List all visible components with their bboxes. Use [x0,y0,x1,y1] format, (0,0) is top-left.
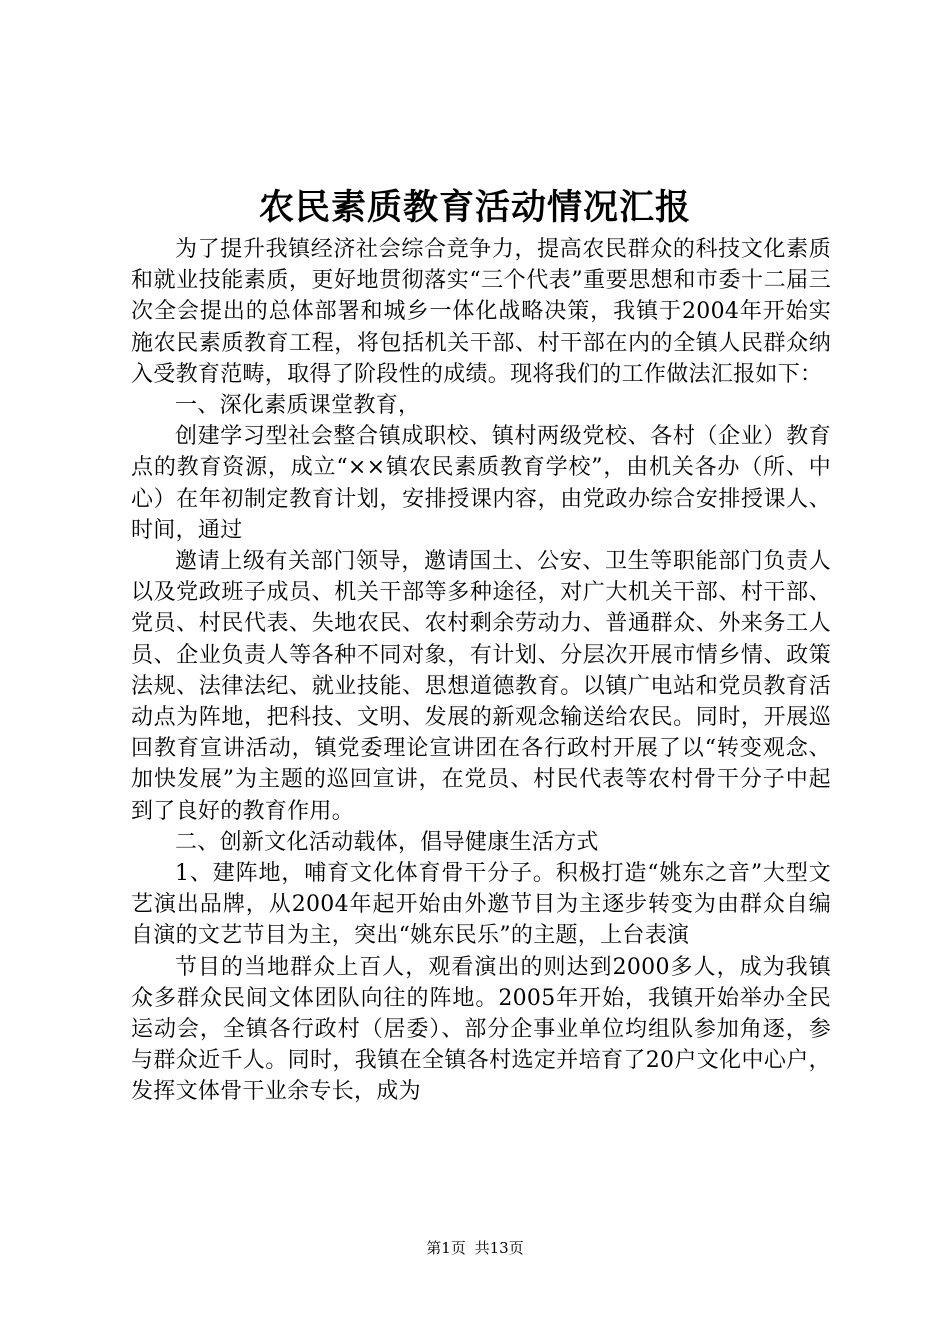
paragraph: 创建学习型社会整合镇成职校、镇村两级党校、各村（企业）教育点的教育资源，成立“××镇农民素质教育学校”，由机关各办（所、中心）在年初制定教育计划，安排授课内容，由党政办综合安排授课人、时间，通过 [131,424,831,543]
paragraph: 1、建阵地，哺育文化体育骨干分子。积极打造“姚东之音”大型文艺演出品牌，从2004年起开始由外邀节目为主逐步转变为由群众自编自演的文艺节目为主，突出“姚东民乐”的主题，上台表演 [131,861,831,949]
page-total: 共13页 [474,1239,524,1257]
document-body [131,234,831,1108]
paragraph-intro: 为了提升我镇经济社会综合竞争力，提高农民群众的科技文化素质和就业技能素质，更好地贯彻落实“三个代表”重要思想和市委十二届三次全会提出的总体部署和城乡一体化战略决策，我镇于2004年开始实施农民素质教育工程，将包括机关干部、村干部在内的全镇人民群众纳入受教育范畴，取得了阶段性的成绩。现将我们的工作做法汇报如下： [131,237,831,387]
paragraph: 节目的当地群众上百人，观看演出的则达到2000多人，成为我镇众多群众民间文体团队向往的阵地。2005年开始，我镇开始举办全民运动会，全镇各行政村（居委）、部分企事业单位均组队参加角逐，参与群众近千人。同时，我镇在全镇各村选定并培育了20户文化中心户，发挥文体骨干业余专长，成为 [131,954,831,1105]
document-title: 农民素质教育活动情况汇报 [258,187,691,228]
section-heading-2: 二、创新文化活动载体，倡导健康生活方式 [175,829,599,855]
page-footer [0,1238,950,1258]
page-number: 第1页 [426,1239,466,1257]
section-heading-1: 一、深化素质课堂教育， [175,393,421,419]
paragraph: 邀请上级有关部门领导，邀请国土、公安、卫生等职能部门负责人以及党政班子成员、机关干部等多种途径，对广大机关干部、村干部、党员、村民代表、失地农民、农村剩余劳动力、普通群众、外来务工人员、企业负责人等各种不同对象，有计划、分层次开展市情乡情、政策法规、法律法纪、就业技能、思想道德教育。以镇广电站和党员教育活动点为阵地，把科技、文明、发展的新观念输送给农民。同时，开展巡回教育宣讲活动，镇党委理论宣讲团在各行政村开展了以“转变观念、加快发展”为主题的巡回宣讲，在党员、村民代表等农村骨干分子中起到了良好的教育作用。 [131,549,831,824]
